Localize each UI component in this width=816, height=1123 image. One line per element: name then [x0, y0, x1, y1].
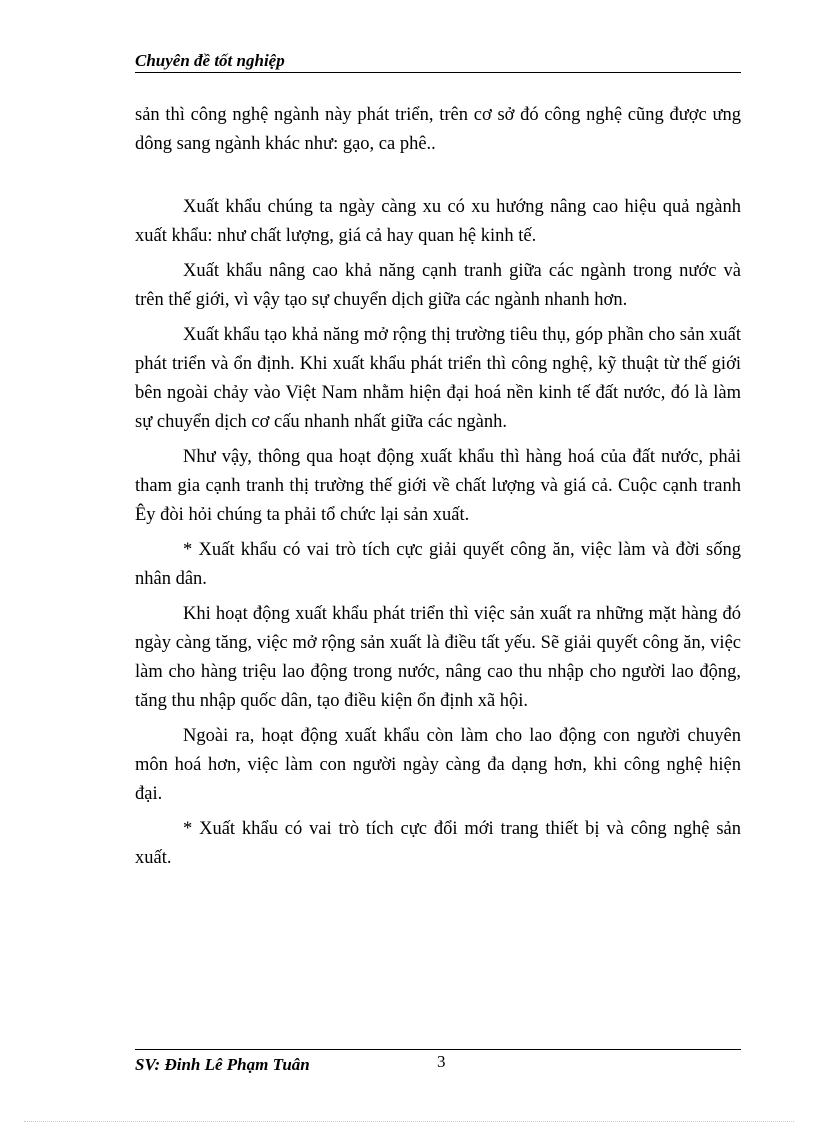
document-body	[135, 101, 741, 873]
page-number: 3	[437, 1052, 446, 1071]
page-footer	[135, 1049, 741, 1080]
paragraph-2: Xuất khẩu chúng ta ngày càng xu có xu hướng nâng cao hiệu quả ngành xuất khẩu: như chất lượng, giá cả hay quan hệ kinh tế.	[135, 197, 741, 246]
paragraph-7: Khi hoạt động xuất khẩu phát triển thì việc sản xuất ra những mặt hàng đó ngày càng tăng, việc mở rộng sản xuất là điều tất yếu. Sẽ giải quyết công ăn, việc làm cho hàng triệu lao động trong nước, nâng cao thu nhập cho người lao động, tăng thu nhập quốc dân, tạo điều kiện ổn định xã hội.	[135, 604, 741, 711]
paragraph-3: Xuất khẩu nâng cao khả năng cạnh tranh giữa các ngành trong nước và trên thế giới, vì vậy tạo sự chuyển dịch giữa các ngành nhanh hơn.	[135, 261, 741, 310]
paragraph-5: Như vậy, thông qua hoạt động xuất khẩu thì hàng hoá của đất nước, phải tham gia cạnh tranh thị trường thế giới về chất lượng và giá cả. Cuộc cạnh tranh Êy đòi hỏi chúng ta phải tổ chức lại sản xuất.	[135, 447, 741, 525]
paragraph-9-heading: * Xuất khẩu có vai trò tích cực đổi mới trang thiết bị và công nghệ sản xuất.	[135, 819, 741, 868]
header-title: Chuyên đề tốt nghiệp	[135, 51, 285, 70]
page-boundary-line	[24, 1121, 794, 1122]
page-header	[135, 50, 741, 73]
paragraph-8: Ngoài ra, hoạt động xuất khẩu còn làm cho lao động con người chuyên môn hoá hơn, việc làm con người ngày càng đa dạng hơn, khi công nghệ hiện đại.	[135, 726, 741, 804]
footer-author: SV: Đinh Lê Phạm Tuân	[135, 1055, 310, 1074]
paragraph-4: Xuất khẩu tạo khả năng mở rộng thị trường tiêu thụ, góp phần cho sản xuất phát triển và ổn định. Khi xuất khẩu phát triển thì công nghệ, kỹ thuật từ thế giới bên ngoài chảy vào Việt Nam nhằm hiện đại hoá nền kinh tế đất nước, đó là làm sự chuyển dịch cơ cấu nhanh nhất giữa các ngành.	[135, 325, 741, 432]
paragraph-1: sản thì công nghệ ngành này phát triển, trên cơ sở đó công nghệ cũng được ưng dông sang ngành khác như: gạo, ca phê..	[135, 105, 741, 154]
paragraph-6-heading: * Xuất khẩu có vai trò tích cực giải quyết công ăn, việc làm và đời sống nhân dân.	[135, 540, 741, 589]
